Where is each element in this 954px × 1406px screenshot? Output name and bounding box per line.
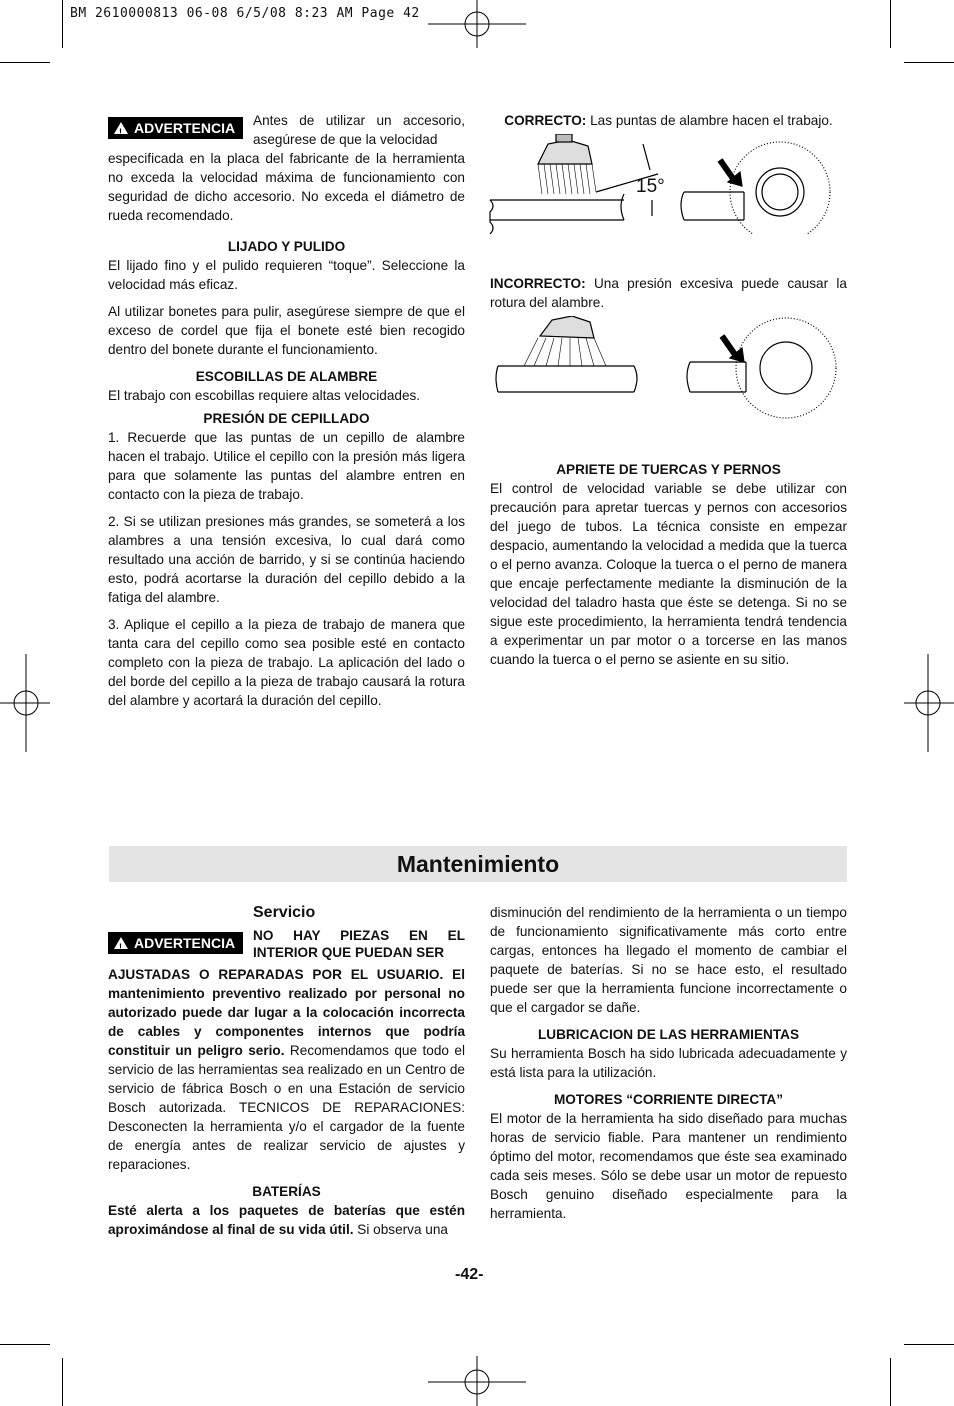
paragraph: El trabajo con escobillas requiere altas velocidades. [108, 388, 421, 403]
heading-lijado: LIJADO Y PULIDO [227, 239, 346, 254]
caption-incorrecto: INCORRECTO: Una presión excesiva puede causar la rotura del alambre. [490, 276, 847, 310]
paragraph: El control de velocidad variable se debe utilizar con precaución para apretar tuercas y pernos con accesorios del juego de tubos. La técnica consiste en empezar despacio, aumentando la velocidad a medida que la tuerca o el perno avanza. Coloque la tuerca o el perno de manera que encaje perfectamente mediante la disminución de la velocidad del taladro hasta que éste se detenga. Si no se sigue este procedimiento, la herramienta tendrá tendencia a experimentar un par motor o a torcerse en las manos cuando la tuerca o el perno se asiente en su sitio. [490, 481, 847, 667]
figure-incorrect-brushing [494, 316, 854, 422]
paragraph: disminución del rendimiento de la herramienta o un tiempo de funcionamiento significativamente más corto entre cargas, entonces ha llegado el momento de cambiar el paquete de baterías. Si no se hace esto, el resultado puede ser que la herramienta funcione incorrectamente o que el cargador se dañe. [490, 905, 847, 1015]
paragraph: 2. Si se utilizan presiones más grandes, se someterá a los alambres a una tensión excesiva, lo cual dará como resultado una acción de barrido, y si se continúa haciendo esto, podrá acortarse la duración del cepillo debido a la fatiga del alambre. [108, 514, 465, 605]
warning-normal-text: Recomendamos que todo el servicio de las herramientas sea realizado en un Centro de servicio de fábrica Bosch o en una Estación de servicio Bosch autorizada. TECNICOS DE REPARACIONES: Desconecten la herramienta y/o el cargador de la fuente de energía antes de realizar servicio de ajustes y reparaciones. [108, 1043, 465, 1172]
warning-badge: ! ADVERTENCIA [108, 117, 243, 139]
warning-triangle-icon [114, 937, 128, 949]
angle-label: 15° [636, 176, 665, 197]
page-number: -42- [455, 1266, 484, 1283]
left-column [108, 111, 465, 718]
caption-correcto: CORRECTO: Las puntas de alambre hacen el trabajo. [504, 113, 833, 128]
heading-motores: MOTORES “CORRIENTE DIRECTA” [553, 1092, 784, 1107]
figure-correct-brushing [488, 134, 850, 234]
paragraph: El motor de la herramienta ha sido diseñado para muchas horas de servicio fiable. Para mantener un rendimiento óptimo del motor, recomendamos que éste sea examinado cada seis meses. Sólo se debe usar un motor de repuesto Bosch genuino diseñado especialmente para la herramienta. [490, 1111, 847, 1221]
warning-triangle-icon [114, 122, 128, 134]
heading-lubricacion: LUBRICACION DE LAS HERRAMIENTAS [537, 1027, 800, 1042]
heading-baterias: BATERÍAS [252, 1184, 321, 1199]
heading-presion: PRESIÓN DE CEPILLADO [203, 411, 370, 426]
paragraph: El lijado fino y el pulido requieren “toque”. Seleccione la velocidad más eficaz. [108, 258, 465, 292]
print-header: BM 2610000813 06-08 6/5/08 8:23 AM Page 42 [70, 6, 420, 21]
apriete-section [490, 460, 847, 677]
warning-text: especificada en la placa del fabricante de la herramienta no exceda la velocidad máxima de funcionamiento con seguridad de dicho accesorio. No exceda el diámetro de rueda recomendado. [108, 151, 465, 223]
section-title: Mantenimiento [109, 846, 847, 882]
warning-badge: ! ADVERTENCIA [108, 932, 243, 954]
warning-intro: NO HAY PIEZAS EN EL INTERIOR QUE PUEDAN SER [253, 928, 465, 960]
warning-bold-text: AJUSTADAS O REPARADAS POR EL USUARIO. El mantenimiento preventivo realizado por personal no autorizado puede dar lugar a la colocación incorrecta de cables y componentes internos que podría constituir un peligro serio. [108, 967, 465, 1058]
heading-servicio: Servicio [253, 904, 316, 921]
heading-escobillas: ESCOBILLAS DE ALAMBRE [195, 369, 378, 384]
right-column [490, 111, 847, 130]
paragraph: 3. Aplique el cepillo a la pieza de trabajo de manera que tanta cara del cepillo como sea posible esté en contacto completo con la pieza de trabajo. La aplicación del lado o del borde del cepillo a la pieza de trabajo causará la rotura del alambre y acortará la duración del cepillo. [108, 617, 465, 708]
paragraph: Al utilizar bonetes para pulir, asegúrese siempre de que el exceso de cordel que fija el bonete esté bien recogido dentro del bonete durante el funcionamiento. [108, 304, 465, 357]
heading-apriete: APRIETE DE TUERCAS Y PERNOS [556, 462, 781, 477]
paragraph: 1. Recuerde que las puntas de un cepillo de alambre hacen el trabajo. Utilice el cepillo con la presión más ligera para que solamente las puntas del alambre entren en contacto con la pieza de trabajo. [108, 430, 465, 502]
paragraph: Su herramienta Bosch ha sido lubricada adecuadamente y está lista para la utilización. [490, 1046, 847, 1080]
maintenance-left-column: Servicio ! ADVERTENCIA NO HAY PIEZAS EN EL INTERIOR QUE PUEDAN SER AJUSTADAS O REPARADAS POR EL USUARIO. El mantenimiento preventivo realizado por personal no autorizado puede dar lugar a la colocación incorrecta de cables y componentes internos que podría constituir un peligro serio. Recomendamos que todo el servicio de las herramientas sea realizado en un Centro de servicio de fábrica Bosch o en una Estación de servicio Bosch autorizada. TECNICOS DE REPARACIONES: Desconecten la herramienta y/o el cargador de la fuente de energía antes de realizar servicio de ajustes y reparaciones. BATERÍAS Esté alerta a los paquetes de baterías que estén aproximándose al final de su vida útil. Si observa una [108, 903, 465, 1247]
maintenance-right-column [490, 903, 847, 1231]
warning-intro: Antes de utilizar un accesorio, asegúrese de que la velocidad [253, 113, 465, 147]
